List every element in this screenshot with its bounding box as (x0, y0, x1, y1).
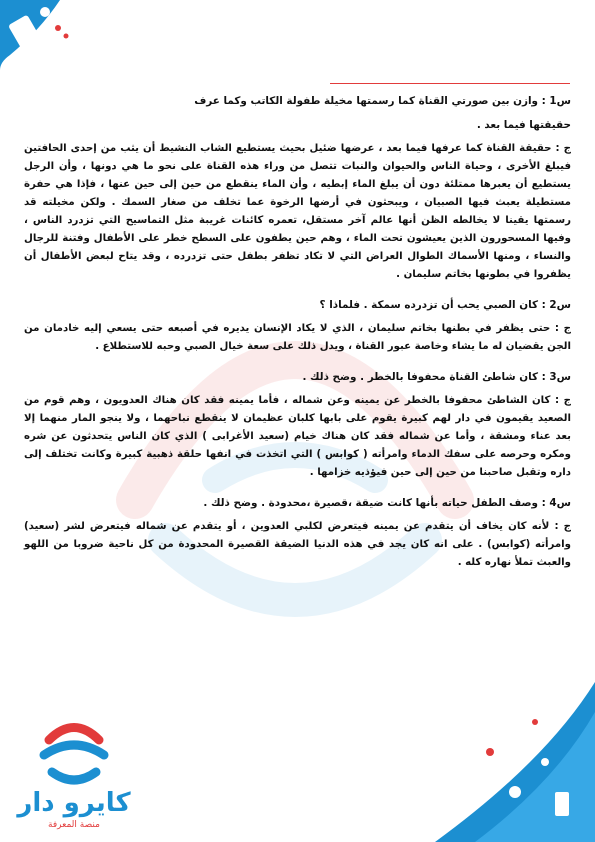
header-divider (330, 83, 570, 84)
question-4: س4 : وصف الطفل حياته بأنها كانت ضيقة ،قصيرة ،محدودة . وضح ذلك . (203, 497, 571, 509)
question-1-line-1: س1 : وازن بين صورتي القناة كما رسمتها مخيلة طفولة الكاتب وكما عرف (194, 95, 571, 107)
answer-4: ج : لأنه كان يخاف أن يتقدم عن يمينه فيتعرض لكلبي العدوين ، أو يتقدم عن شماله فيتعرض لشر (سعيد) وامرأته (كوابس) . على انه كان يجد في هذه الدنيا الضيقة القصيرة المحدودة من كل ناحية ضروبا من اللهو والعبث تملأ نهاره كله . (24, 521, 571, 568)
question-2: س2 : كان الصبي يحب أن تزدرده سمكة . فلماذا ؟ (319, 299, 571, 311)
qa-content (24, 92, 571, 584)
flask-icon (0, 0, 80, 80)
answer-2: ج : حتى يظفر في بطنها بخاتم سليمان ، الذي لا يكاد الإنسان يديره في أصبعه حتى يسعي إليه خادمان من الجن يقضيان له ما يشاء وخاصة عبور القناة ، ويدل ذلك على سعة خيال الصبي وحبه للاستطلاع . (24, 323, 571, 352)
answer-1: ج : حقيقة القناة كما عرفها فيما بعد ، عرضها ضئيل بحيث يستطيع الشاب النشيط أن يثب من إحدى الحافتين فيبلغ الأخرى ، وحياة الناس والحيوان والنبات تتصل من وراء هذه القناة على نحو ما هي دونها ، وأن الرجل يستطيع أن يعبرها ممتلئة دون أن يبلغ الماء إبطيه ، وأن الماء ينقطع من حين إلى حين عنها ، فإذا هي حفرة مستطيلة يعبث فيها الصبيان ، ويبحثون في أرضها الرخوة عما تخلف من صغار السمك . ولكن مخيلته قد رسمتها يقينا لا يخالطه الظن أنها عالم آخر مستقل، تعمره كائنات غريبة مثل التماسيح التي تزدرد الناس ، وفيها المسحورون الذين يعيشون تحت الماء ، وهم حين يطفون على السطح خطر على الأطفال وفتنة للرجال والنساء ، ومنها الأسماك الطوال العراض التي لا تكاد تظفر بطفل حتى تزدرده ، وقد يتاح لبعض الأطفال أن يظفروا في بطونها بخاتم سليمان . (24, 143, 571, 280)
question-3: س3 : كان شاطئ القناة محفوفا بالخطر . وضح ذلك . (302, 371, 571, 383)
answer-3: ج : كان الشاطئ محفوفا بالخطر عن يمينه وعن شماله ، فأما يمينه فقد كان هناك العدويون ، وهم قوم من الصعيد يقيمون في دار لهم كبيرة يقوم على بابها كلبان عظيمان لا ينقطع نباحهما ، ولا ينجو المار منهما إلا بعد عناء ومشقة ، وأما عن شماله فقد كان هناك خيام (سعيد الأغرابى ) الذي كان الناس يتحدثون عن شره ومكره وحرصه على سفك الدماء وامرأته ( كوابس ) التي اتخذت في انفها حلقة ذهبية كبيرة وكانت تختلف إلى داره وتقبل صاحبنا من حين إلى حين فيؤذيه خزامها . (24, 395, 571, 478)
lab-tools-icon (395, 642, 595, 842)
brand-subtitle: منصة المعرفة (48, 820, 100, 830)
brand-title: كايرو دار (17, 788, 131, 818)
question-1-line-2: حقيقتها فيما بعد . (476, 119, 571, 131)
